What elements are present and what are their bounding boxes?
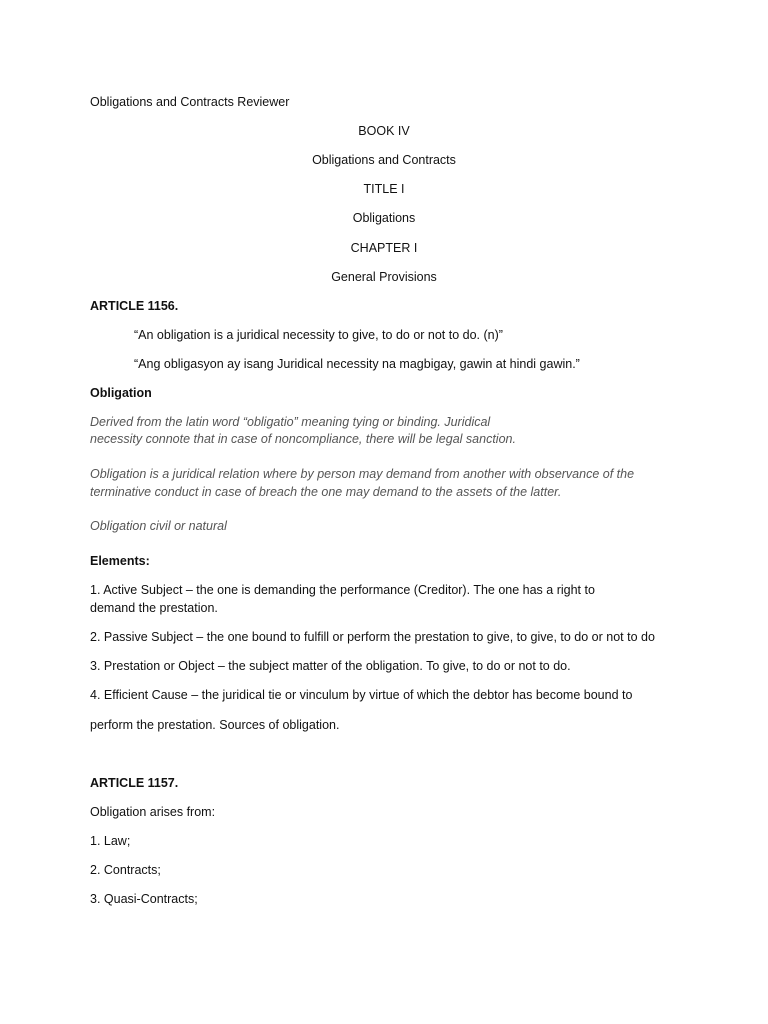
document-title: Obligations and Contracts Reviewer: [90, 95, 290, 109]
book-heading: BOOK IV: [358, 124, 410, 138]
element-item-1-line1: 1. Active Subject – the one is demanding the performance (Creditor). The one has a right to: [90, 583, 595, 597]
article-1157-intro: Obligation arises from:: [90, 805, 216, 819]
element-item-4-line1: 4. Efficient Cause – the juridical tie or vinculum by virtue of which the debtor has become bound to: [90, 688, 633, 702]
chapter-heading: CHAPTER I: [350, 241, 418, 255]
obligation-para2-line2: terminative conduct in case of breach the one may demand to the assets of the latter.: [90, 485, 562, 499]
obligation-para3: Obligation civil or natural: [90, 519, 227, 533]
source-item: 1. Law;: [90, 834, 131, 848]
obligation-para2-line1: Obligation is a juridical relation where by person may demand from another with observance of the: [90, 467, 635, 481]
obligation-para1-line1: Derived from the latin word “obligatio” meaning tying or binding. Juridical: [90, 415, 491, 429]
element-item-3: 3. Prestation or Object – the subject matter of the obligation. To give, to do or not to do.: [90, 659, 571, 673]
chapter-name: General Provisions: [331, 270, 437, 284]
article-1157-label: ARTICLE 1157.: [90, 776, 179, 790]
title-name: Obligations: [352, 211, 416, 225]
title-heading: TITLE I: [363, 182, 405, 196]
article-1156-quote-fil: “Ang obligasyon ay isang Juridical necessity na magbigay, gawin at hindi gawin.”: [134, 357, 580, 371]
source-item: 3. Quasi-Contracts;: [90, 892, 198, 906]
article-1156-quote-en: “An obligation is a juridical necessity to give, to do or not to do. (n)”: [134, 328, 503, 342]
element-item-2: 2. Passive Subject – the one bound to fulfill or perform the prestation to give, to give, to do or not to do: [90, 630, 655, 644]
elements-heading: Elements:: [90, 554, 150, 568]
source-item: 2. Contracts;: [90, 863, 161, 877]
book-title: Obligations and Contracts: [312, 153, 456, 167]
article-1156-label: ARTICLE 1156.: [90, 299, 179, 313]
element-item-1-line2: demand the prestation.: [90, 601, 218, 615]
obligation-para1-line2: necessity connote that in case of noncompliance, there will be legal sanction.: [90, 432, 516, 446]
obligation-heading: Obligation: [90, 386, 152, 400]
element-item-4-line2: perform the prestation. Sources of obligation.: [90, 718, 340, 732]
